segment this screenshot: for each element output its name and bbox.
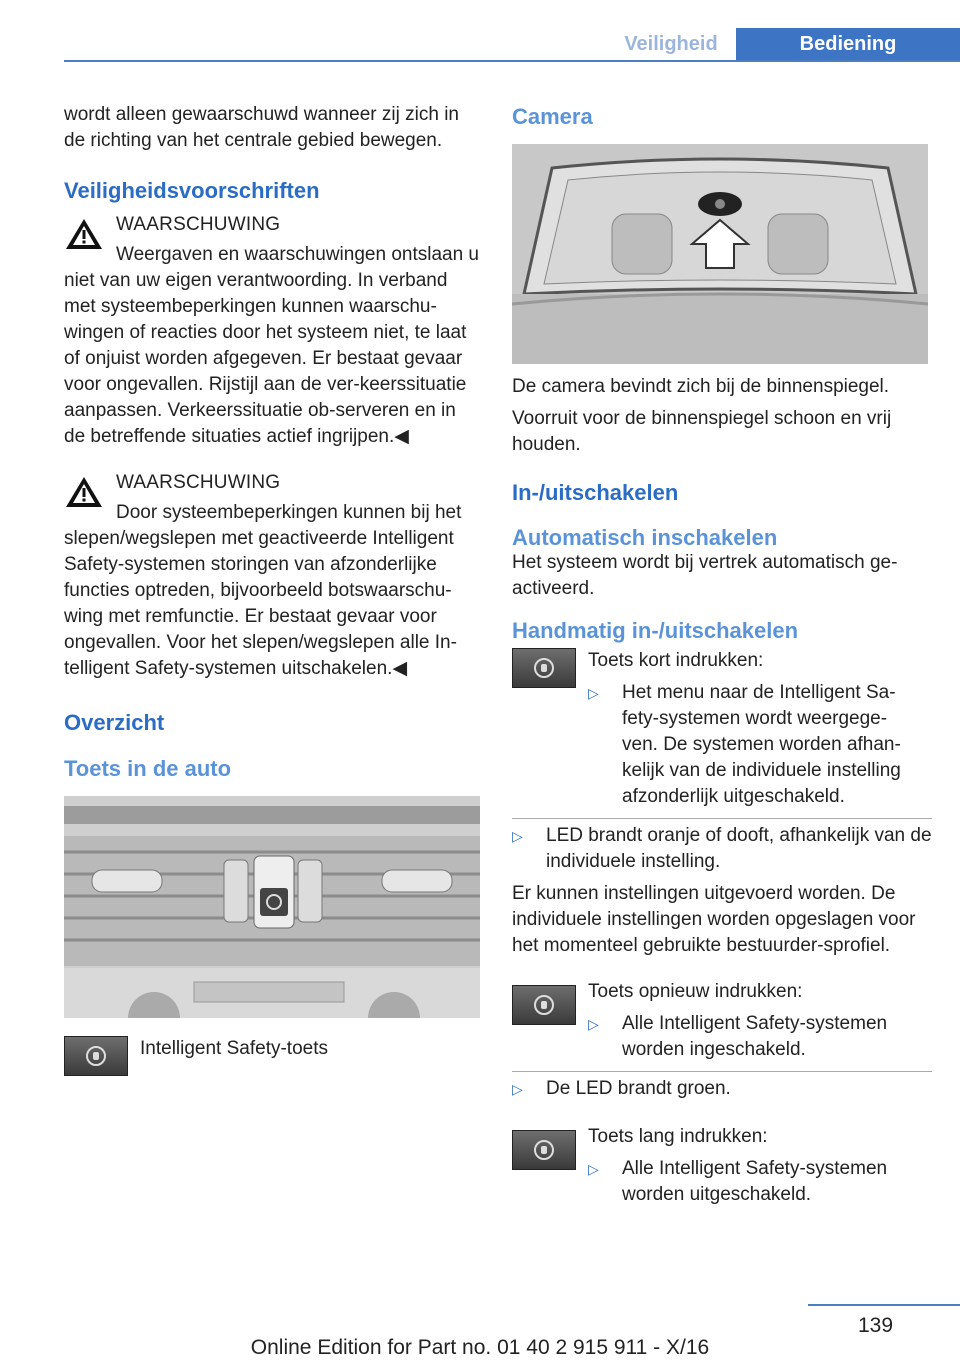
overview-heading: Overzicht [64, 710, 165, 735]
green-bullet-text: De LED brandt groen. [546, 1078, 731, 1099]
dashboard-vent-image [64, 796, 480, 1018]
divider [512, 818, 932, 819]
warning-block-2 [64, 470, 482, 682]
footer-rule [808, 1304, 960, 1306]
edition-footer: Online Edition for Part no. 01 40 2 915 911 - X/16 [250, 1336, 710, 1359]
bullet-triangle-icon: ▷ [588, 685, 599, 701]
press-again-label: Toets opnieuw indrukken: [588, 981, 803, 1002]
settings-text: Er kunnen instellingen uitgevoerd worden. De individuele instellingen worden opgeslagen voor het momenteel gebruikte bestuurder-sprofiel. [512, 883, 916, 956]
camera-heading: Camera [512, 104, 593, 129]
button-heading: Toets in de auto [64, 756, 232, 781]
bullet-triangle-icon: ▷ [512, 1081, 523, 1097]
onoff-heading: In-/uitschakelen [512, 480, 679, 505]
intelligent-safety-button-icon [512, 985, 576, 1025]
manual-heading: Handmatig in-/uitschakelen [512, 618, 799, 643]
warning-icon [64, 216, 104, 252]
list-item [512, 1076, 932, 1102]
led-bullet-text: LED brandt oranje of dooft, afhankelijk van de individuele instelling. [546, 825, 932, 872]
camera-image [512, 144, 928, 364]
page-number: 139 [858, 1314, 894, 1337]
bullet-triangle-icon: ▷ [512, 828, 523, 844]
press-again-block [588, 979, 918, 1063]
bullet-triangle-icon: ▷ [588, 1016, 599, 1032]
press-again-row [512, 979, 932, 1063]
left-column [64, 102, 482, 1076]
intelligent-safety-button-icon [512, 648, 576, 688]
camera-text-1: De camera bevindt zich bij de binnenspiegel. [512, 376, 890, 397]
press-long-label: Toets lang indrukken: [588, 1126, 768, 1147]
intelligent-safety-button-icon [512, 1130, 576, 1170]
list-item [588, 1011, 918, 1063]
long-bullet-text: Alle Intelligent Safety-systemen worden uitgeschakeld. [622, 1158, 888, 1205]
tab-veiligheid[interactable]: Veiligheid [624, 33, 718, 55]
again-bullet-text: Alle Intelligent Safety-systemen worden ingeschakeld. [622, 1013, 888, 1060]
warning-block-1 [64, 212, 482, 450]
warning-text: Weergaven en waarschuwingen ontslaan u niet van uw eigen verantwoording. In verband met systeembeperkingen kunnen waarschu-wingen of reacties door het systeem niet, te laat of onjuist worden afgegeven. Er bestaat gevaar voor ongevallen. Rijstijl aan de ver-keerssituatie aanpassen. Verkeerssituatie ob-serveren en in de betreffende situaties actief ingrijpen.◀ [64, 244, 479, 447]
right-column [512, 102, 932, 1208]
intelligent-safety-button-row [64, 1036, 482, 1076]
auto-heading: Automatisch inschakelen [512, 525, 778, 550]
press-short-label: Toets kort indrukken: [588, 650, 764, 671]
bullet-triangle-icon: ▷ [588, 1161, 599, 1177]
short-bullet-text: Het menu naar de Intelligent Sa-fety-systemen wordt weergege-ven. De systemen worden afhan-kelijk van de individuele instelling afzonderlijk uitgeschakeld. [622, 682, 901, 807]
intro-paragraph: wordt alleen gewaarschuwd wanneer zij zich in de richting van het centrale gebied bewegen. [64, 104, 459, 151]
list-item [588, 1156, 918, 1208]
list-item [588, 680, 918, 810]
divider [512, 1071, 932, 1072]
press-long-row [512, 1124, 932, 1208]
press-long-block [588, 1124, 918, 1208]
press-short-row [512, 648, 932, 810]
header-rule [64, 60, 960, 62]
button-caption: Intelligent Safety-toets [140, 1038, 328, 1059]
safety-heading: Veiligheidsvoorschriften [64, 178, 320, 203]
tab-bediening[interactable]: Bediening [736, 28, 960, 60]
windshield-illustration [512, 144, 928, 364]
press-short-block [588, 648, 918, 810]
intelligent-safety-button-icon [64, 1036, 128, 1076]
warning-icon [64, 474, 104, 510]
camera-text-2: Voorruit voor de binnenspiegel schoon en vrij houden. [512, 408, 892, 455]
warning-title: WAARSCHUWING [116, 214, 281, 235]
warning-title: WAARSCHUWING [116, 472, 281, 493]
list-item [512, 823, 932, 875]
dashboard-illustration [64, 796, 480, 1018]
auto-text: Het systeem wordt bij vertrek automatisch ge-activeerd. [512, 552, 898, 599]
warning-text: Door systeembeperkingen kunnen bij het slepen/wegslepen met geactiveerde Intelligent Safety-systemen storingen van afzonderlijke functies optreden, bijvoorbeeld botswaarschu-wing met remfunctie. Er bestaat gevaar voor ongevallen. Voor het slepen/wegslepen alle In-telligent Safety-systemen uitschakelen.◀ [64, 502, 462, 679]
